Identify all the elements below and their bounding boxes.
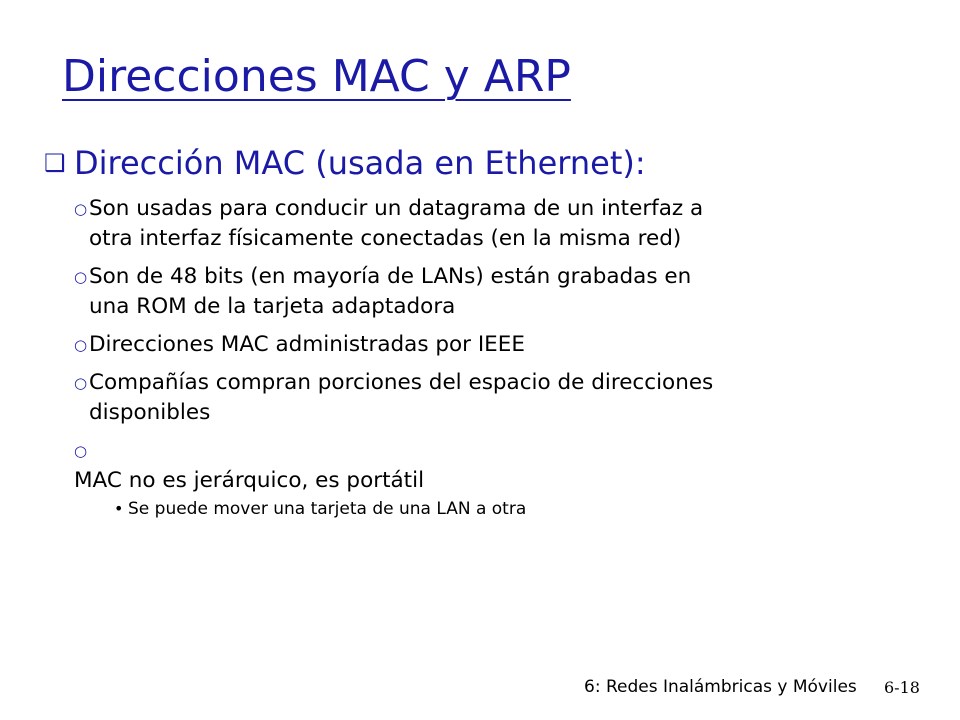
circle-bullet-icon: ○: [74, 336, 88, 354]
list-item-line: Compañías compran porciones del espacio de direcciones: [89, 370, 714, 395]
list-item-line: Son de 48 bits (en mayoría de LANs) están grabadas en: [89, 264, 692, 289]
list-item-text: [74, 466, 910, 520]
dot-bullet-icon: •: [114, 499, 124, 518]
checkbox-square-icon: ❑: [44, 149, 66, 177]
list-item-text: [89, 194, 924, 254]
circle-bullet-icon: ○: [74, 268, 88, 286]
list-item: [74, 262, 924, 322]
list-item-line: otra interfaz físicamente conectadas (en la misma red): [89, 226, 682, 251]
list-item: [74, 330, 924, 360]
main-bullet-row: [44, 140, 924, 186]
list-item: [74, 368, 924, 428]
footer-page-number: 6-18: [884, 678, 920, 697]
list-item-line: disponibles: [89, 400, 211, 425]
list-item-text: [89, 330, 924, 360]
list-item: [74, 194, 924, 254]
list-item: [74, 436, 924, 520]
main-bullet-block: [44, 140, 924, 528]
list-item-line: Direcciones MAC administradas por IEEE: [89, 332, 525, 357]
circle-bullet-icon: ○: [74, 200, 88, 218]
footer-chapter-label: 6: Redes Inalámbricas y Móviles: [584, 677, 857, 697]
main-bullet-text: Dirección MAC (usada en Ethernet):: [74, 144, 646, 182]
list-item-line: una ROM de la tarjeta adaptadora: [89, 294, 456, 319]
circle-bullet-icon: ○: [74, 442, 88, 460]
nested-list-item: [114, 498, 910, 520]
nested-list-item-text: Se puede mover una tarjeta de una LAN a otra: [128, 499, 527, 519]
list-item-text: [89, 368, 924, 428]
sub-bullet-list: [74, 194, 924, 520]
list-item-line: MAC no es jerárquico, es portátil: [74, 468, 425, 493]
list-item-line: Son usadas para conducir un datagrama de un interfaz a: [89, 196, 704, 221]
slide-title: Direcciones MAC y ARP: [62, 51, 571, 102]
circle-bullet-icon: ○: [74, 374, 88, 392]
list-item-text: [89, 262, 924, 322]
